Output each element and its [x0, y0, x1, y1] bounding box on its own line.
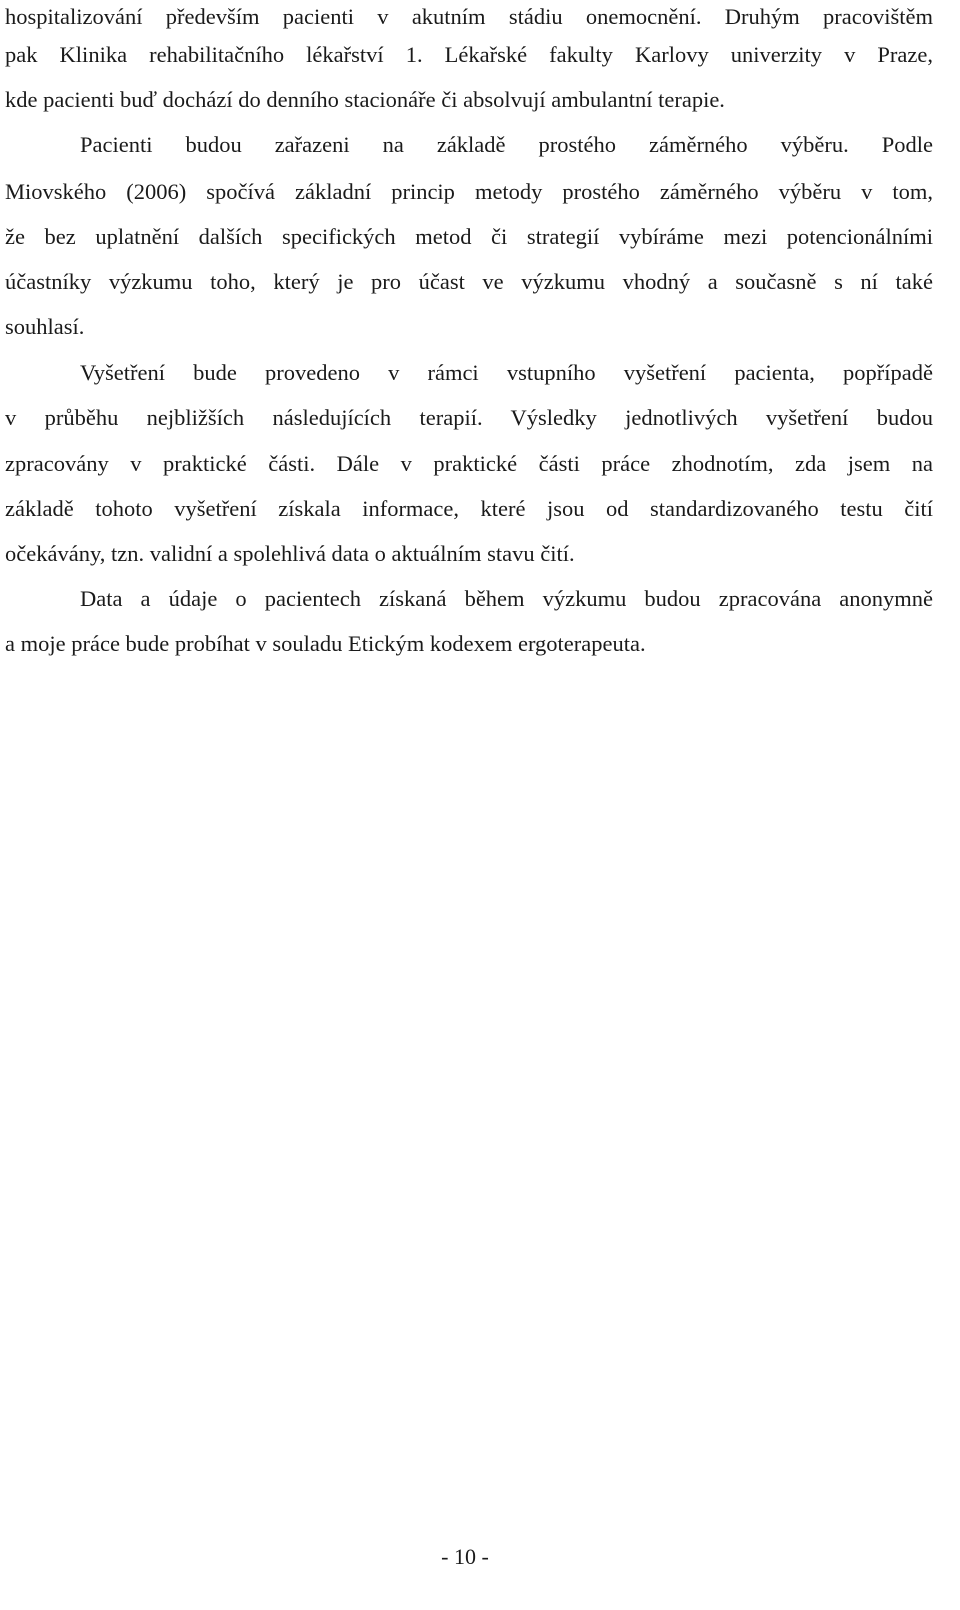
text-line: zpracovány v praktické části. Dále v praktické části práce zhodnotím, zda jsem na — [5, 451, 933, 476]
text-line: a moje práce bude probíhat v souladu Etickým kodexem ergoterapeuta. — [5, 631, 646, 656]
text-line: Data a údaje o pacientech získaná během výzkumu budou zpracována anonymně — [80, 586, 933, 611]
text-line: účastníky výzkumu toho, který je pro účast ve výzkumu vhodný a současně s ní také — [5, 269, 933, 294]
text-line: základě tohoto vyšetření získala informace, které jsou od standardizovaného testu čití — [5, 496, 933, 521]
page-number: - 10 - — [441, 1544, 489, 1569]
text-line: že bez uplatnění dalších specifických metod či strategií vybíráme mezi potencionálními — [5, 224, 933, 249]
text-line: Pacienti budou zařazeni na základě prostého záměrného výběru. Podle — [80, 132, 933, 157]
text-line: Vyšetření bude provedeno v rámci vstupního vyšetření pacienta, popřípadě — [80, 360, 933, 385]
text-line: souhlasí. — [5, 314, 85, 339]
text-line: Miovského (2006) spočívá základní princip metody prostého záměrného výběru v tom, — [5, 179, 933, 204]
text-line: v průběhu nejbližších následujících terapií. Výsledky jednotlivých vyšetření budou — [5, 405, 933, 430]
text-line: pak Klinika rehabilitačního lékařství 1. Lékařské fakulty Karlovy univerzity v Praze, — [5, 42, 933, 67]
text-line: kde pacienti buď dochází do denního stacionáře či absolvují ambulantní terapie. — [5, 87, 725, 112]
text-line: očekávány, tzn. validní a spolehlivá data o aktuálním stavu čití. — [5, 541, 575, 566]
text-line: hospitalizování především pacienti v akutním stádiu onemocnění. Druhým pracovištěm — [5, 4, 933, 29]
